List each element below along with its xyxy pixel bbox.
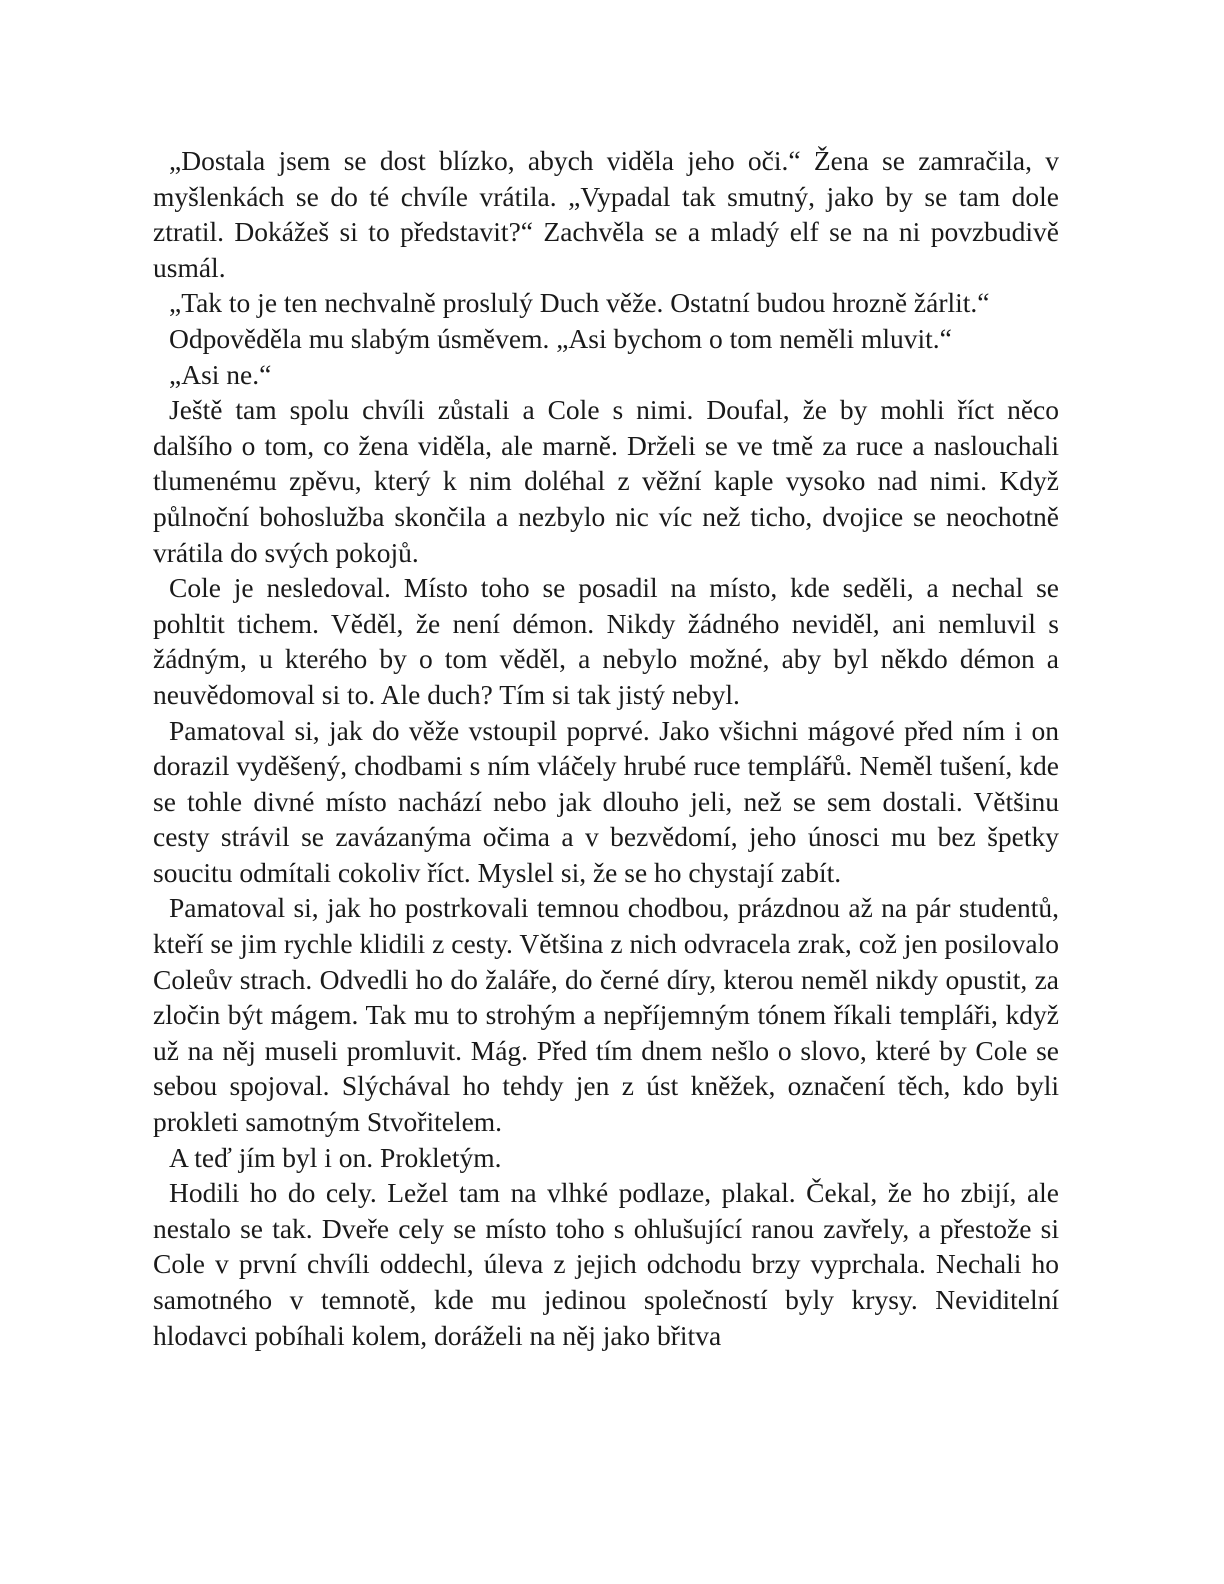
paragraph: Cole je nesledoval. Místo toho se posadil na místo, kde seděli, a nechal se pohltit tichem. Věděl, že není démon. Nikdy žádného neviděl, ani nemluvil s žádným, u kterého by o tom věděl, a nebylo možné, aby byl někdo démon a neuvědomoval si to. Ale duch? Tím si tak jistý nebyl. [153, 572, 1059, 710]
paragraph: Pamatoval si, jak do věže vstoupil poprvé. Jako všichni mágové před ním i on dorazil vyděšený, chodbami s ním vláčely hrubé ruce templářů. Neměl tušení, kde se tohle divné místo nachází nebo jak dlouho jeli, než se sem dostali. Většinu cesty strávil se zavázanýma očima a v bezvědomí, jeho únosci mu bez špetky soucitu odmítali cokoliv říct. Myslel si, že se ho chystají zabít. [153, 714, 1059, 888]
paragraph: „Tak to je ten nechvalně proslulý Duch věže. Ostatní budou hrozně žárlit.“ [169, 287, 990, 319]
paragraph: „Dostala jsem se dost blízko, abych viděla jeho oči.“ Žena se zamračila, v myšlenkách se do té chvíle vrátila. „Vypadal tak smutný, jako by se tam dole ztratil. Dokážeš si to představit?“ Zachvěla se a mladý elf se na ni povzbudivě usmál. [153, 145, 1059, 283]
paragraph: Odpověděla mu slabým úsměvem. „Asi bychom o tom neměli mluvit.“ [169, 322, 952, 354]
paragraph: „Asi ne.“ [169, 358, 272, 390]
page-body [153, 143, 1059, 1353]
paragraph: Hodili ho do cely. Ležel tam na vlhké podlaze, plakal. Čekal, že ho zbijí, ale nestalo se tak. Dveře cely se místo toho s ohlušující ranou zavřely, a přestože si Cole v první chvíli oddechl, úleva z jejich odchodu brzy vyprchala. Nechali ho samotného v temnotě, kde mu jedinou společností byly krysy. Neviditelní hlodavci pobíhali kolem, doráželi na něj jako břitva [153, 1177, 1059, 1351]
paragraph: A teď jím byl i on. Prokletým. [169, 1141, 502, 1173]
paragraph: Ještě tam spolu chvíli zůstali a Cole s nimi. Doufal, že by mohli říct něco dalšího o tom, co žena viděla, ale marně. Drželi se ve tmě za ruce a naslouchali tlumenému zpěvu, který k nim doléhal z věžní kaple vysoko nad nimi. Když půlnoční bohoslužba skončila a nezbylo nic víc než ticho, dvojice se neochotně vrátila do svých pokojů. [153, 394, 1059, 568]
paragraph: Pamatoval si, jak ho postrkovali temnou chodbou, prázdnou až na pár studentů, kteří se jim rychle klidili z cesty. Většina z nich odvracela zrak, což jen posilovalo Coleův strach. Odvedli ho do žaláře, do černé díry, kterou neměl nikdy opustit, za zločin být mágem. Tak mu to strohým a nepříjemným tónem říkali templáři, když už na něj museli promluvit. Mág. Před tím dnem nešlo o slovo, které by Cole se sebou spojoval. Slýchával ho tehdy jen z úst kněžek, označení těch, kdo byli prokleti samotným Stvořitelem. [153, 892, 1059, 1138]
